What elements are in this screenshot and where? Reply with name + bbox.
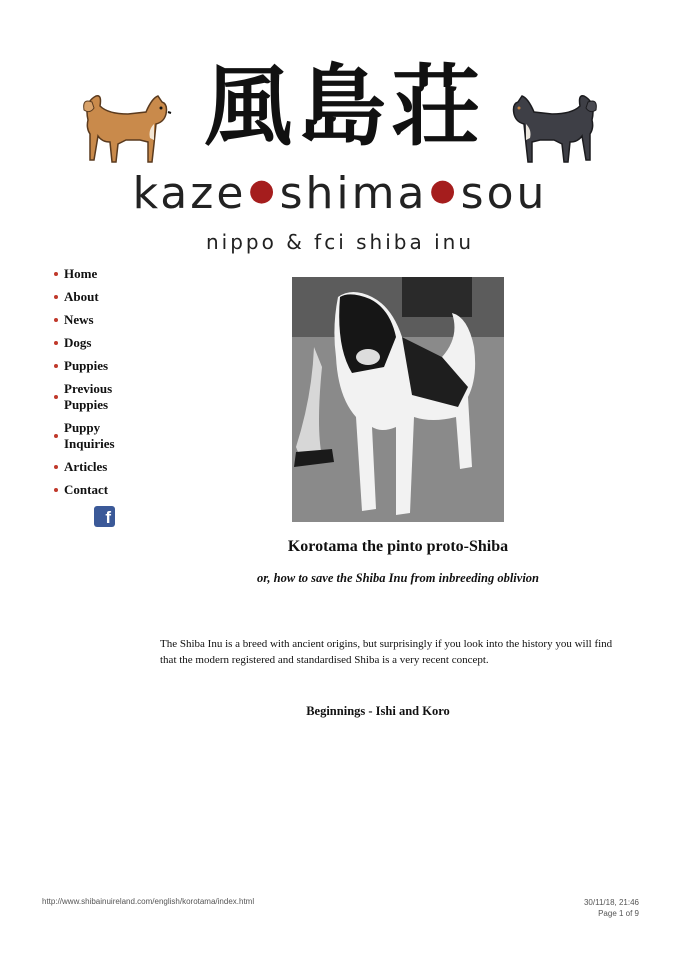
site-header [0,0,680,262]
nav-item-puppy-inquiries[interactable] [52,420,142,452]
red-shiba-illustration [68,84,172,166]
print-footer-url: http://www.shibainuireland.com/english/korotama/index.html [42,897,255,906]
print-footer-page: Page 1 of 9 [598,909,639,918]
bullet-icon [54,488,58,492]
bullet-icon [54,465,58,469]
nav-item-news[interactable] [52,312,142,328]
bullet-icon [54,318,58,322]
logo-kanji: 風島荘 [203,54,486,158]
facebook-icon[interactable]: f [94,506,115,527]
logo-romaji-part-3: sou [460,168,548,219]
bullet-icon [54,295,58,299]
logo-dot-icon: ● [429,173,459,208]
nav-item-label: News [64,312,94,327]
nav-item-dogs[interactable] [52,335,142,351]
bullet-icon [54,364,58,368]
nav-item-label: Dogs [64,335,92,350]
black-tan-shiba-illustration [508,82,612,166]
nav-item-label: Articles [64,459,108,474]
print-footer-meta [584,897,639,919]
bullet-icon [54,434,58,438]
nav-item-label: Puppy Inquiries [64,420,115,451]
nav-item-label: Contact [64,482,109,497]
korotama-photo [292,277,504,522]
article-title: Korotama the pinto proto-Shiba [287,538,509,555]
nav-item-label: About [64,289,99,304]
bullet-icon [54,395,58,399]
logo-romaji [130,168,550,219]
article-intro: The Shiba Inu is a breed with ancient origins, but surprisingly if you look into the history you will find that the modern registered and standardised Shiba is a very recent concept. [160,638,613,666]
site-tagline: nippo & fci shiba inu [206,230,474,254]
logo-dot-icon: ● [248,173,278,208]
bullet-icon [54,341,58,345]
bullet-icon [54,272,58,276]
nav-item-articles[interactable] [52,459,142,475]
nav-item-about[interactable] [52,289,142,305]
nav-item-home[interactable] [52,266,142,282]
nav-item-puppies[interactable] [52,358,142,374]
nav-item-label: Puppies [64,358,109,373]
nav-item-label: Previous Puppies [64,381,113,412]
nav-item-contact[interactable] [52,482,142,498]
logo-romaji-part-1: kaze [132,168,247,219]
print-footer-datetime: 30/11/18, 21:46 [583,898,639,907]
nav-item-label: Home [64,266,98,281]
photo-illustration [292,277,504,522]
main-nav [52,266,142,505]
article-subtitle: or, how to save the Shiba Inu from inbreeding oblivion [257,571,539,585]
nav-item-previous-puppies[interactable] [52,381,142,413]
logo-romaji-part-2: shima [279,168,428,219]
section-heading: Beginnings - Ishi and Koro [306,704,450,718]
